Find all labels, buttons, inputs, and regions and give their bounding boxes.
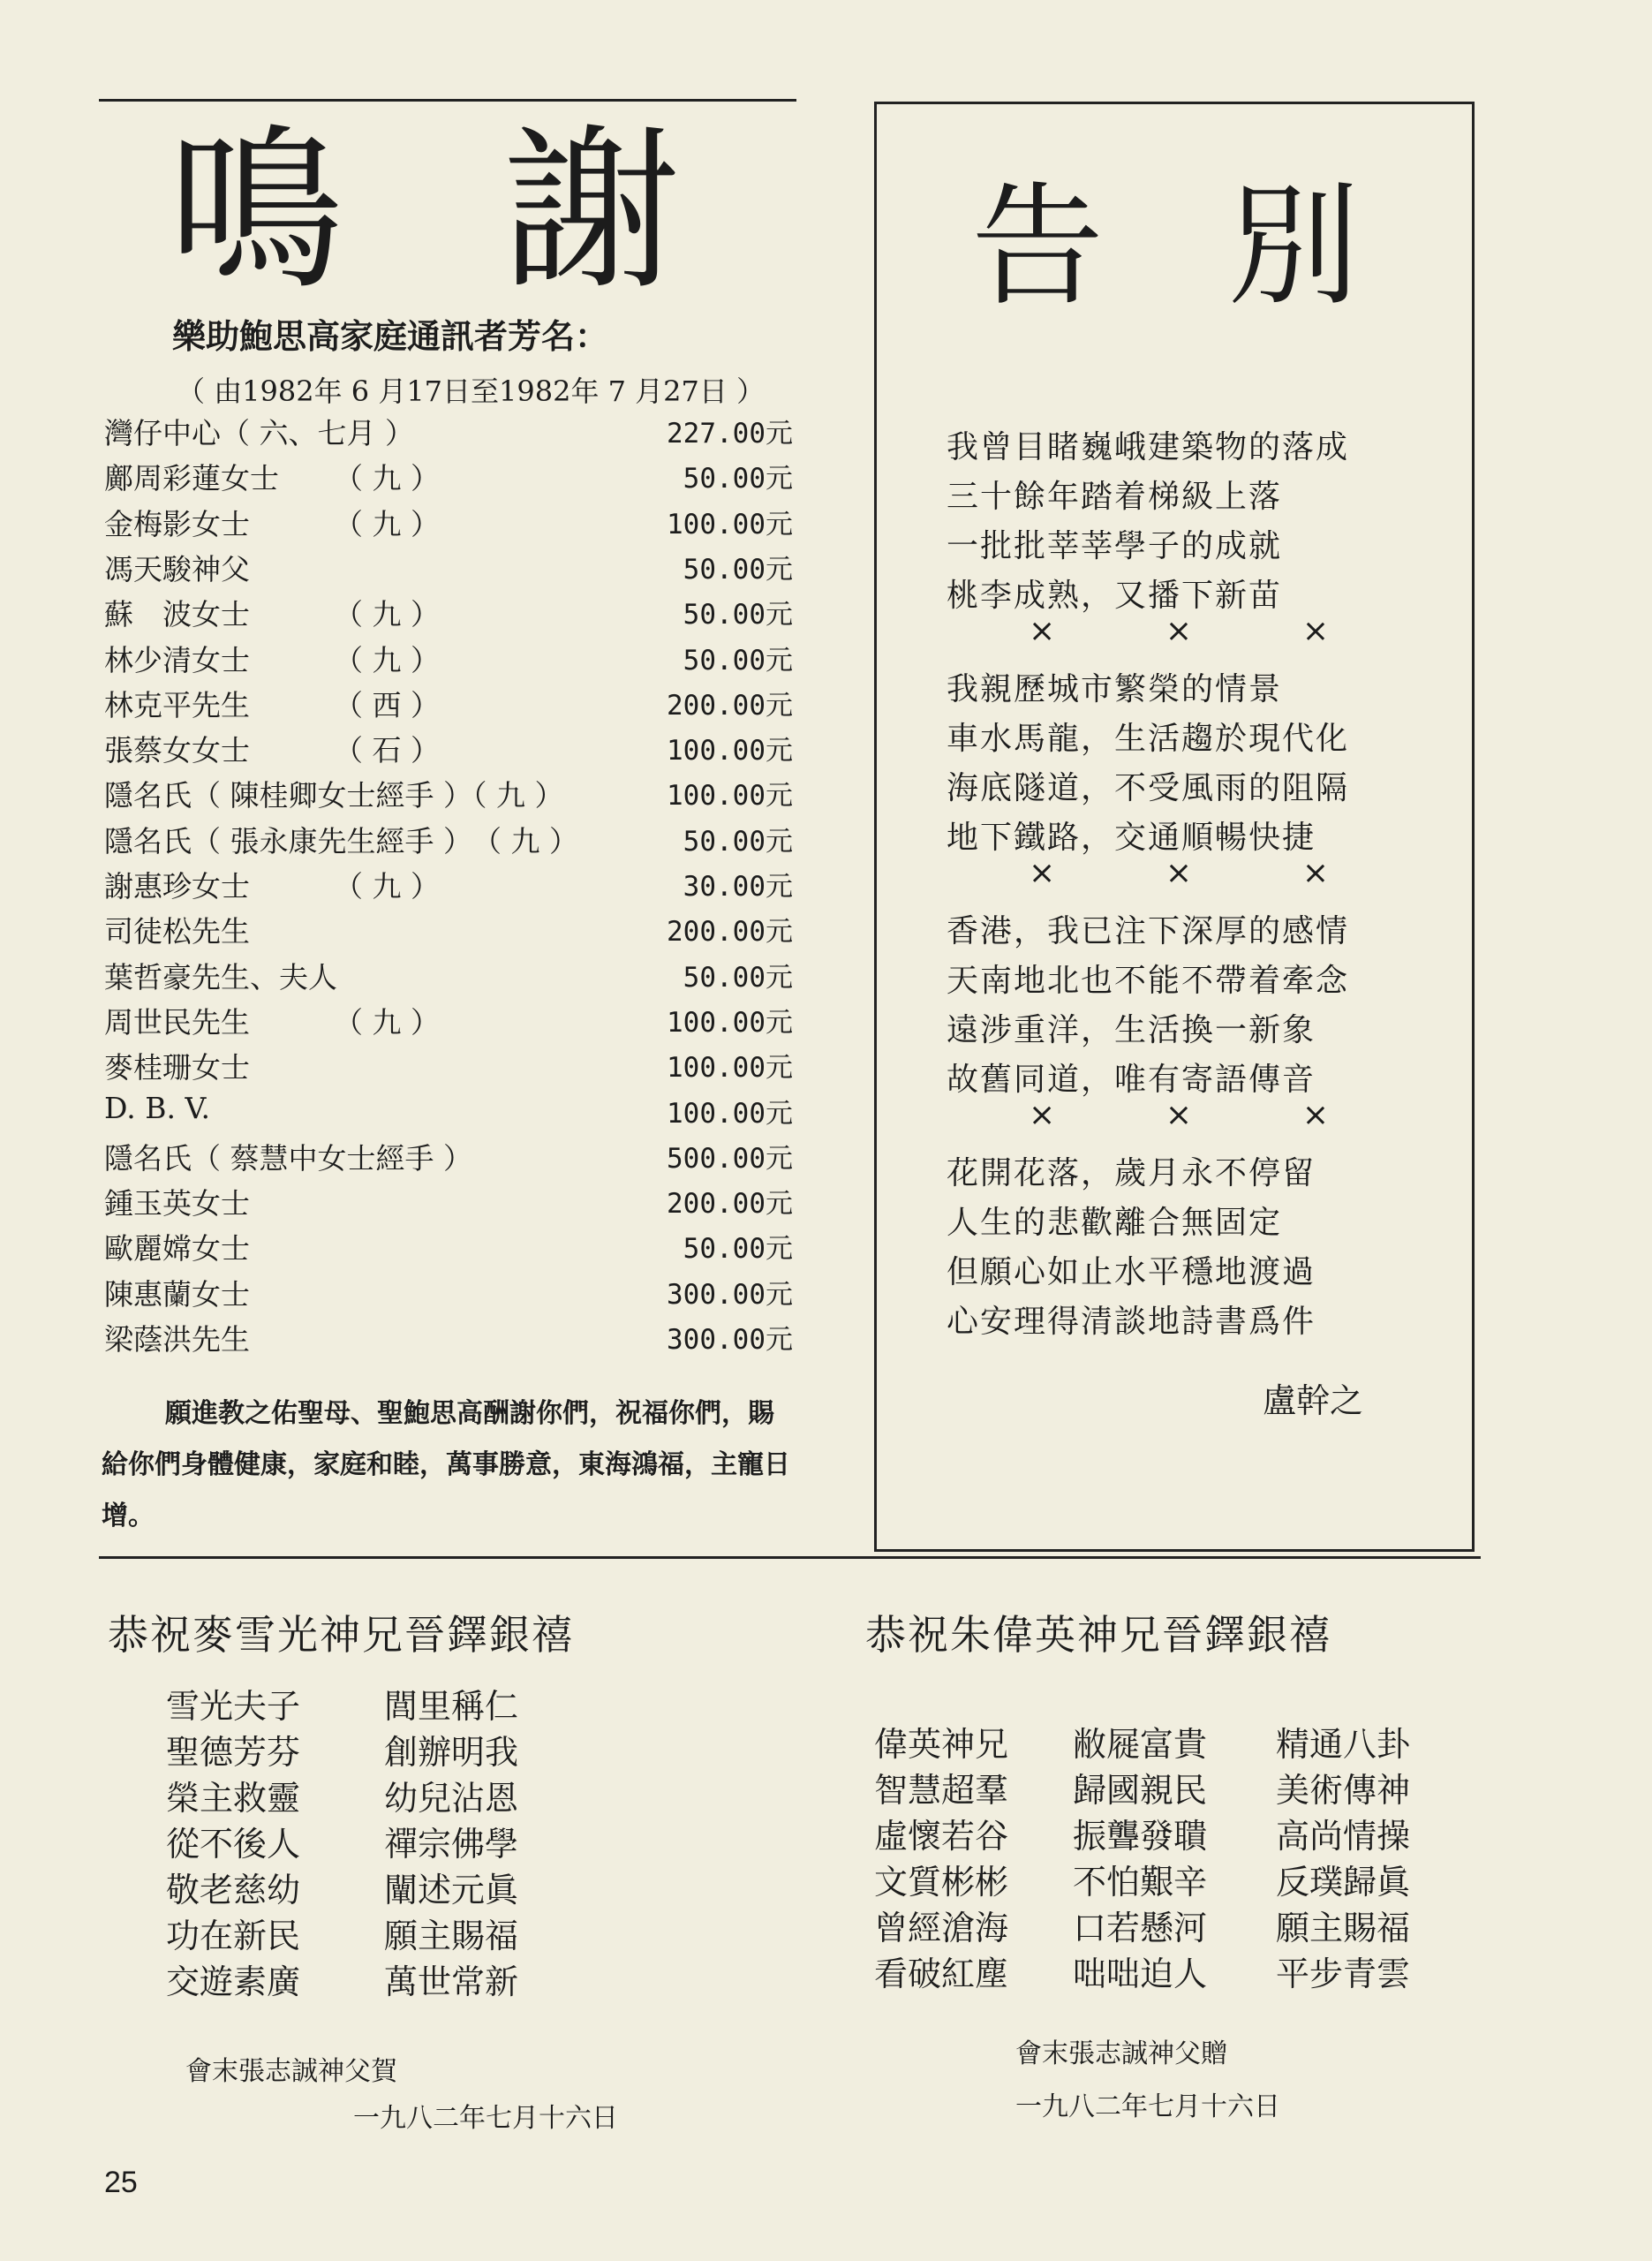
thanks-title-char-1: 鳴 <box>168 109 345 314</box>
donor-row <box>104 547 793 592</box>
verse-line: 敝屣富貴 <box>1073 1725 1208 1764</box>
donor-amount: 50.00元 <box>683 463 793 495</box>
donor-amount: 300.00元 <box>667 1278 793 1311</box>
separator-mark: × <box>1029 855 1056 891</box>
middle-rule <box>99 1556 1481 1559</box>
blessing-text: 願進教之佑聖母、聖鮑思高酬謝你們，祝福你們，賜給你們身體健康，家庭和睦，萬事勝意，東海鴻福，主寵日增。 <box>102 1398 790 1531</box>
poem-line: 我曾目睹巍峨建築物的落成 <box>947 429 1350 465</box>
thanks-period: （ 由1982年 6 月17日至1982年 7 月27日 ） <box>177 374 766 408</box>
donor-name: 林少清女士 <box>104 642 250 677</box>
donor-amount: 200.00元 <box>667 916 793 949</box>
congrats-right-title: 恭祝朱偉英神兄晉鐸銀禧 <box>865 1611 1331 1659</box>
donor-amount: 100.00元 <box>667 508 793 541</box>
donor-amount: 200.00元 <box>667 1188 793 1221</box>
donor-name: 周世民先生 <box>104 1004 250 1040</box>
stanza-separator <box>1029 855 1329 891</box>
donor-note: （ 石 ） <box>334 733 440 768</box>
donor-amount: 227.00元 <box>667 418 793 450</box>
poem-line: 遠涉重洋，生活換一新象 <box>947 1012 1316 1048</box>
donor-name: 灣仔中心（ 六、七月 ） <box>104 416 414 450</box>
donor-name: 鍾玉英女士 <box>104 1186 250 1221</box>
donor-name: 隱名氏（ 陳桂卿女士經手 ）（ 九 ） <box>104 778 564 813</box>
donor-row <box>104 909 793 954</box>
donor-amount: 50.00元 <box>683 644 793 677</box>
separator-mark: × <box>1165 1097 1193 1133</box>
poem-line: 心安理得清談地詩書爲件 <box>947 1304 1316 1340</box>
separator-mark: × <box>1029 1097 1056 1133</box>
donor-name: 馮天駿神父 <box>104 551 250 586</box>
congrats-right-date: 一九八二年七月十六日 <box>1015 2091 1280 2122</box>
donor-amount: 50.00元 <box>683 961 793 994</box>
verse-line: 曾經滄海 <box>874 1909 1009 1947</box>
verse-line: 閭里稱仁 <box>384 1687 519 1726</box>
donor-name: 隱名氏（ 蔡慧中女士經手 ） <box>104 1140 472 1176</box>
donor-row <box>104 773 793 818</box>
donor-amount: 30.00元 <box>683 871 793 903</box>
poem-line: 海底隧道，不受風雨的阻隔 <box>947 770 1350 806</box>
donor-amount: 100.00元 <box>667 780 793 813</box>
poem-line: 三十餘年踏着梯級上落 <box>947 479 1283 515</box>
donor-row <box>104 864 793 909</box>
verse-line: 雪光夫子 <box>166 1687 301 1726</box>
congrats-left-giver: 會末張志誠神父賀 <box>185 2056 397 2087</box>
verse-line: 口若懸河 <box>1073 1909 1208 1947</box>
donor-row <box>104 819 793 864</box>
donor-amount: 200.00元 <box>667 689 793 722</box>
donor-amount: 50.00元 <box>683 599 793 631</box>
poem-line: 一批批莘莘學子的成就 <box>947 528 1283 564</box>
stanza-separator <box>1029 1097 1329 1133</box>
donor-amount: 100.00元 <box>667 735 793 768</box>
separator-mark: × <box>1301 613 1329 649</box>
verse-line: 聖德芳芬 <box>166 1733 301 1772</box>
donor-row <box>104 683 793 728</box>
donor-amount: 50.00元 <box>683 553 793 586</box>
separator-mark: × <box>1165 613 1193 649</box>
poem-line: 故舊同道，唯有寄語傳音 <box>947 1062 1316 1098</box>
poem-line: 人生的悲歡離合無固定 <box>947 1205 1283 1241</box>
top-rule-left <box>99 99 796 102</box>
donor-name: 張蔡女女士 <box>104 733 250 768</box>
farewell-title-char-1: 告 <box>971 170 1105 324</box>
verse-line: 反璞歸眞 <box>1276 1863 1411 1902</box>
donor-name: 蘇 波女士 <box>104 597 250 632</box>
donor-row <box>104 1136 793 1181</box>
verse-line: 振聾發聵 <box>1073 1817 1208 1856</box>
donor-row <box>104 955 793 1000</box>
poem-line: 但願心如止水平穩地渡過 <box>947 1254 1316 1290</box>
poem-line: 香港，我已注下深厚的感情 <box>947 913 1350 949</box>
donor-row <box>104 1272 793 1317</box>
donor-row <box>104 1181 793 1226</box>
separator-mark: × <box>1165 855 1193 891</box>
donor-amount: 500.00元 <box>667 1142 793 1175</box>
donor-row <box>104 1317 793 1362</box>
verse-line: 虛懷若谷 <box>874 1817 1009 1856</box>
donor-name: 金梅影女士 <box>104 506 250 541</box>
verse-line: 看破紅塵 <box>874 1955 1009 1993</box>
donor-row <box>104 411 793 456</box>
donor-name: 麥桂珊女士 <box>104 1050 250 1085</box>
donor-row <box>104 592 793 637</box>
donor-note: （ 九 ） <box>334 506 440 541</box>
poem-author: 盧幹之 <box>1263 1381 1364 1420</box>
verse-line: 敬老慈幼 <box>166 1871 301 1909</box>
donor-note: （ 九 ） <box>334 642 440 677</box>
verse-line: 願主賜福 <box>384 1917 519 1955</box>
donor-name: 歐麗嫦女士 <box>104 1231 250 1267</box>
congrats-left-date: 一九八二年七月十六日 <box>353 2103 618 2134</box>
donor-name: 謝惠珍女士 <box>104 869 250 904</box>
verse-line: 咄咄迫人 <box>1073 1955 1208 1993</box>
congrats-right-col3 <box>1276 1720 1410 1996</box>
farewell-title-char-2: 別 <box>1226 170 1360 324</box>
donor-note: （ 九 ） <box>334 1004 440 1040</box>
donor-row <box>104 728 793 773</box>
donor-amount: 300.00元 <box>667 1324 793 1356</box>
donor-row <box>104 638 793 683</box>
thanks-title <box>168 109 680 314</box>
verse-line: 闡述元眞 <box>384 1871 519 1909</box>
verse-line: 願主賜福 <box>1276 1909 1411 1947</box>
donor-note: （ 西 ） <box>334 687 440 722</box>
verse-line: 智慧超羣 <box>874 1771 1009 1810</box>
donor-amount: 50.00元 <box>683 1233 793 1266</box>
verse-line: 平步青雲 <box>1276 1955 1411 1993</box>
donor-amount: 100.00元 <box>667 1052 793 1085</box>
poem-line: 車水馬龍，生活趨於現代化 <box>947 721 1350 757</box>
donor-row <box>104 1226 793 1271</box>
donor-note: （ 九 ） <box>334 461 440 496</box>
donor-name: 隱名氏（ 張永康先生經手 ） （ 九 ） <box>104 823 578 858</box>
separator-mark: × <box>1301 855 1329 891</box>
poem-line: 花開花落，歲月永不停留 <box>947 1155 1316 1191</box>
stanza-separator <box>1029 613 1329 649</box>
donor-name: 梁蔭洪先生 <box>104 1322 250 1357</box>
poem-line: 桃李成熟，又播下新苗 <box>947 578 1283 614</box>
donor-amount: 50.00元 <box>683 825 793 858</box>
donor-name: D. B. V. <box>104 1090 211 1125</box>
verse-line: 禪宗佛學 <box>384 1825 519 1864</box>
donor-row <box>104 456 793 501</box>
congrats-right-col1 <box>874 1720 1008 1996</box>
page-number: 25 <box>104 2166 138 2199</box>
verse-line: 歸國親民 <box>1073 1771 1208 1810</box>
congrats-left-col2 <box>384 1683 518 2004</box>
donor-row <box>104 1000 793 1045</box>
verse-line: 高尚情操 <box>1276 1817 1411 1856</box>
congrats-right-col2 <box>1073 1720 1207 1996</box>
donor-amount: 100.00元 <box>667 1097 793 1130</box>
donor-row <box>104 502 793 547</box>
separator-mark: × <box>1301 1097 1329 1133</box>
thanks-subtitle: 樂助鮑思高家庭通訊者芳名： <box>172 317 609 356</box>
farewell-title <box>971 170 1360 324</box>
donor-name: 司徒松先生 <box>104 914 250 949</box>
thanks-title-char-2: 謝 <box>502 109 680 314</box>
verse-line: 交遊素廣 <box>166 1962 301 2001</box>
verse-line: 美術傳神 <box>1276 1771 1411 1810</box>
donor-name: 林克平先生 <box>104 687 250 722</box>
congrats-left-col1 <box>166 1683 300 2004</box>
congrats-right-giver: 會末張志誠神父贈 <box>1015 2038 1227 2069</box>
verse-line: 幼兒沾恩 <box>384 1779 519 1818</box>
verse-line: 從不後人 <box>166 1825 301 1864</box>
donor-row <box>104 1045 793 1090</box>
verse-line: 文質彬彬 <box>874 1863 1009 1902</box>
donor-name: 葉哲豪先生、夫人 <box>104 959 337 994</box>
donor-amount: 100.00元 <box>667 1006 793 1039</box>
verse-line: 偉英神兄 <box>874 1725 1009 1764</box>
poem-line: 地下鐵路，交通順暢快捷 <box>947 820 1316 856</box>
poem-line: 天南地北也不能不帶着牽念 <box>947 963 1350 999</box>
donor-name: 鄺周彩蓮女士 <box>104 461 279 496</box>
verse-line: 不怕艱辛 <box>1073 1863 1208 1902</box>
separator-mark: × <box>1029 613 1056 649</box>
poem-line: 我親歷城市繁榮的情景 <box>947 671 1283 707</box>
donor-note: （ 九 ） <box>334 597 440 632</box>
verse-line: 萬世常新 <box>384 1962 519 2001</box>
congrats-left-title: 恭祝麥雪光神兄晉鐸銀禧 <box>108 1611 574 1659</box>
donor-name: 陳惠蘭女士 <box>104 1276 250 1312</box>
verse-line: 榮主救靈 <box>166 1779 301 1818</box>
verse-line: 精通八卦 <box>1276 1725 1411 1764</box>
donor-note: （ 九 ） <box>334 869 440 904</box>
donor-row <box>104 1091 793 1136</box>
verse-line: 功在新民 <box>166 1917 301 1955</box>
verse-line: 創辦明我 <box>384 1733 519 1772</box>
